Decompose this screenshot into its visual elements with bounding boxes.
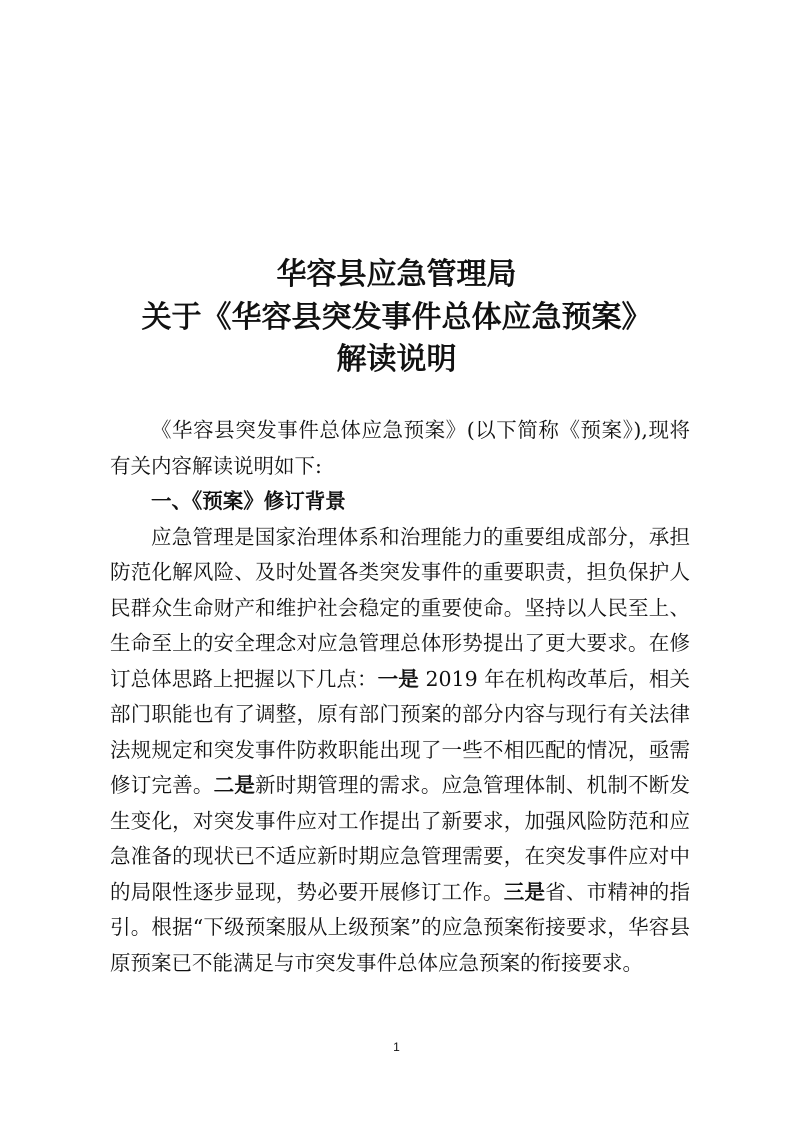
point-1-keyword: 一是 bbox=[377, 666, 419, 691]
title-line-3: 解读说明 bbox=[336, 342, 457, 377]
section-heading: 一、《预案》修订背景 bbox=[151, 489, 346, 513]
paragraph-text: 应急管理是国家治理体系和治理能力的重要组成部分，承担防范化解风险、及时处置各类突发事件的重要职责，担负保护人民群众生命财产和维护社会稳定的重要使命。坚持以人民至上、生命至上的安全理念对应急管理总体形势提出了更大要求。在修订总体思路上把握以下几点： bbox=[110, 524, 690, 691]
point-2-text: 新时期管理的需求。应急管理体制、机制不断发生变化，对突发事件应对工作提出了新要求，加强风险防范和应急准备的现状已不适应新时期应急管理需要，在突发事件应对中的局限性逐步显现，势必要开展修订工作。 bbox=[110, 773, 691, 904]
document-body bbox=[110, 413, 690, 981]
background-paragraph bbox=[110, 520, 690, 982]
point-3-keyword: 三是 bbox=[503, 879, 546, 904]
point-2-keyword: 二是 bbox=[213, 773, 256, 797]
title-line-2: 关于《华容县突发事件总体应急预案》 bbox=[141, 300, 652, 335]
title-line-1: 华容县应急管理局 bbox=[276, 257, 517, 292]
page-number: 1 bbox=[393, 1040, 400, 1054]
point-1-text: 2019 年在机构改革后，相关部门职能也有了调整，原有部门预案的部分内容与现行有关法律法规规定和突发事件防救职能出现了一些不相匹配的情况，亟需修订完善。 bbox=[110, 666, 691, 797]
point-3-text: 省、市精神的指引。根据“下级预案服从上级预案”的应急预案衔接要求，华容县原预案已不能满足与市突发事件总体应急预案的衔接要求。 bbox=[110, 879, 691, 975]
intro-paragraph: 《华容县突发事件总体应急预案》(以下简称《预案》),现将有关内容解读说明如下: bbox=[110, 418, 690, 478]
